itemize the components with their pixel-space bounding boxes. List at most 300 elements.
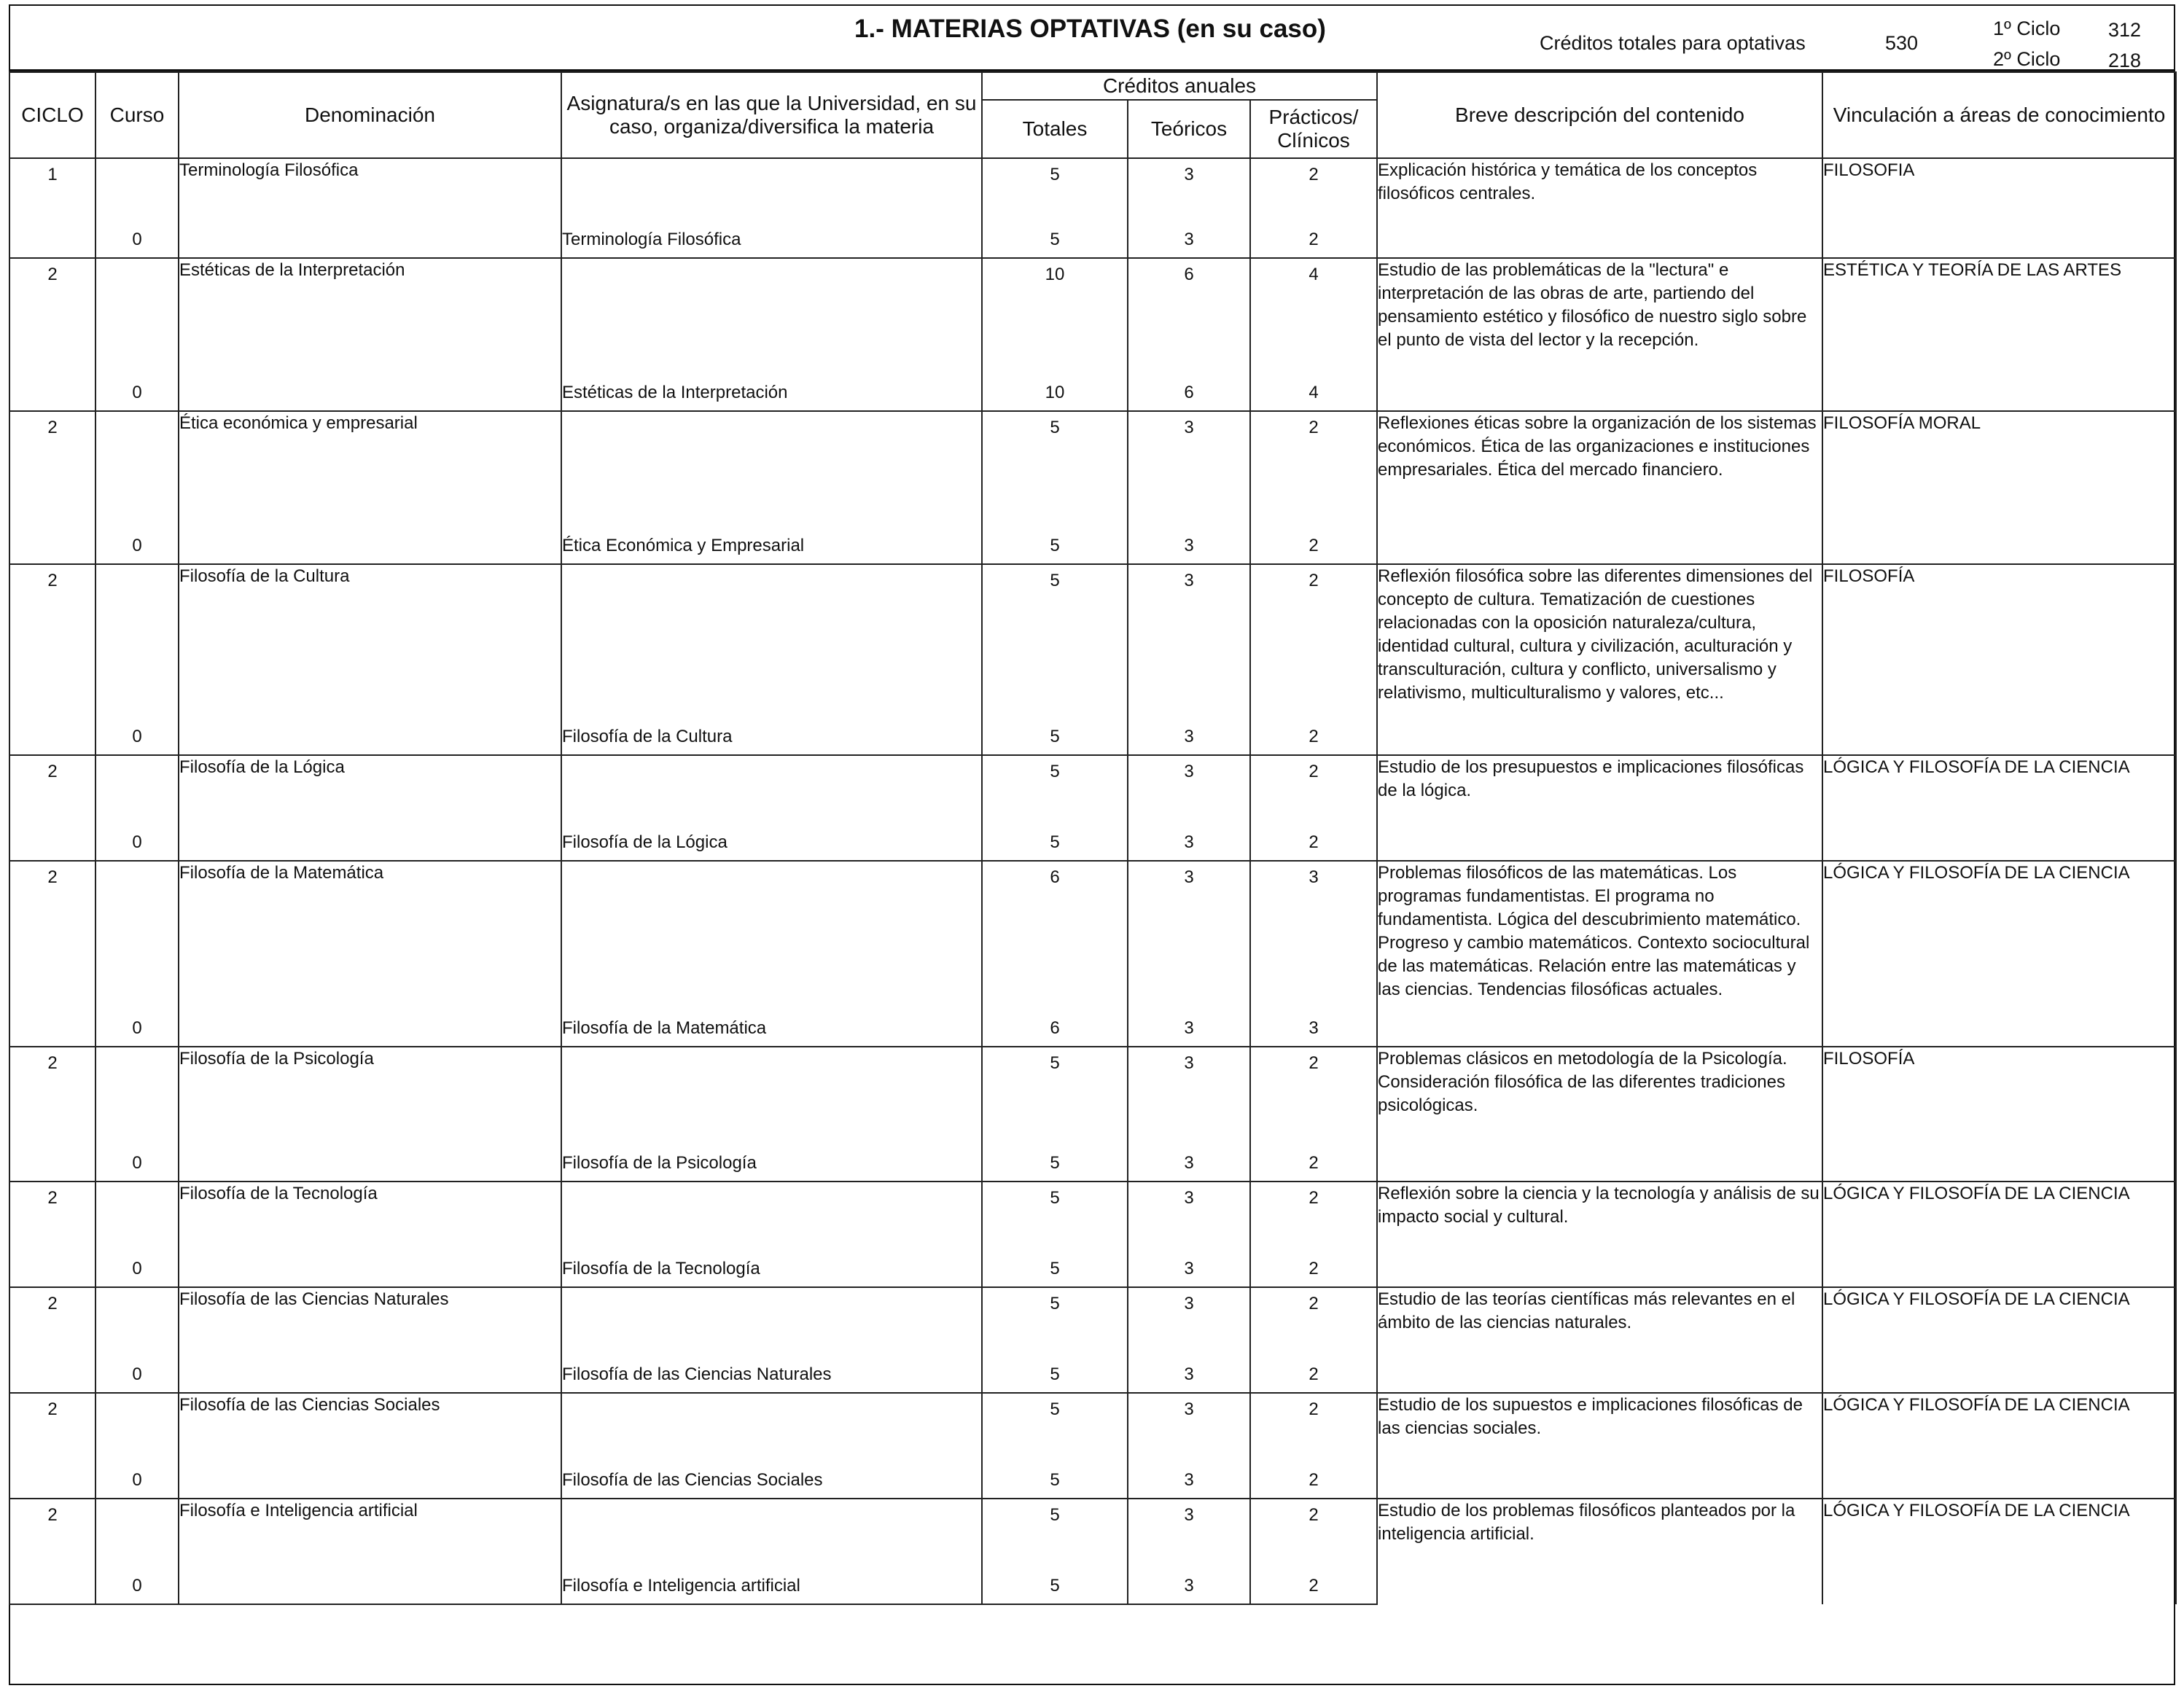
teoricos-text: 3: [1184, 832, 1194, 853]
teoricos-cell: [1128, 1499, 1250, 1568]
asignatura-text: Estéticas de la Interpretación: [562, 383, 788, 403]
totales-cell: [982, 1145, 1128, 1182]
practicos-text: 2: [1309, 1294, 1319, 1313]
ciclo-text: 2: [47, 1294, 58, 1313]
subjects-table: [9, 71, 2177, 1605]
asignatura-text: Filosofía de las Ciencias Naturales: [562, 1364, 832, 1385]
denominacion-cell: [179, 1047, 561, 1145]
totales-cell: [982, 1251, 1128, 1287]
vinculacion-cell: [1822, 755, 2176, 861]
curso-cell: [95, 1393, 179, 1462]
practicos-cell: [1250, 1499, 1377, 1568]
ciclo-cell: [9, 861, 95, 1010]
teoricos-cell: [1128, 1287, 1250, 1356]
practicos-cell: [1250, 526, 1377, 564]
descripcion-text: Estudio de las problemáticas de la "lectura" e interpretación de las obras de arte, partiendo del pensamiento estético y filosófico de nuestro siglo sobre el punto de vista del lector y la recepción.: [1378, 260, 1807, 350]
teoricos-cell: [1128, 1047, 1250, 1145]
vinculacion-text: LÓGICA Y FILOSOFÍA DE LA CIENCIA: [1823, 1289, 2130, 1309]
asignatura-cell: [561, 411, 982, 526]
descripcion-text: Reflexión sobre la ciencia y la tecnología y análisis de su impacto social y cultural.: [1378, 1184, 1820, 1227]
practicos-text: 4: [1309, 265, 1319, 284]
curso-cell: [95, 1499, 179, 1568]
teoricos-text: 3: [1184, 762, 1194, 781]
practicos-cell: [1250, 1287, 1377, 1356]
practicos-text: 2: [1309, 571, 1319, 590]
denominacion-cell: [179, 225, 561, 258]
teoricos-text: 3: [1184, 1153, 1194, 1173]
vinculacion-cell: [1822, 564, 2176, 755]
asignatura-cell: [561, 717, 982, 755]
subject-row: [9, 1182, 2176, 1251]
denominacion-text: Filosofía de las Ciencias Naturales: [179, 1289, 449, 1309]
curso-cell: [95, 564, 179, 717]
totales-cell: [982, 526, 1128, 564]
curso-cell: [95, 1356, 179, 1393]
practicos-text: 3: [1309, 1018, 1319, 1039]
col-curso: Curso: [95, 72, 179, 158]
vinculacion-text: LÓGICA Y FILOSOFÍA DE LA CIENCIA: [1823, 1395, 2130, 1415]
asignatura-cell: [561, 158, 982, 225]
totales-cell: [982, 1047, 1128, 1145]
teoricos-text: 3: [1184, 1259, 1194, 1279]
descripcion-text: Problemas filosóficos de las matemáticas. Los programas fundamentistas. El programa no fundamentista. Lógica del descubrimiento matemático. Progreso y cambio matemáticos. Contexto sociocultural de las matemáticas. Relación entre las matemáticas y las ciencias. Tendencias filosóficas actuales.: [1378, 863, 1810, 999]
practicos-cell: [1250, 1145, 1377, 1182]
col-totales: Totales: [982, 100, 1128, 158]
vinculacion-text: FILOSOFÍA MORAL: [1823, 413, 1981, 433]
denominacion-cell: [179, 1251, 561, 1287]
teoricos-text: 3: [1184, 1399, 1194, 1419]
teoricos-cell: [1128, 1462, 1250, 1499]
denominacion-cell: [179, 1568, 561, 1604]
practicos-text: 3: [1309, 867, 1319, 887]
ciclo-text: 2: [47, 265, 58, 284]
teoricos-cell: [1128, 411, 1250, 526]
denominacion-text: Filosofía de la Lógica: [179, 757, 345, 777]
vinculacion-text: LÓGICA Y FILOSOFÍA DE LA CIENCIA: [1823, 863, 2130, 883]
denominacion-cell: [179, 824, 561, 861]
title-bar: [9, 4, 2175, 71]
ciclo-cell: [9, 564, 95, 717]
practicos-cell: [1250, 1393, 1377, 1462]
asignatura-cell: [561, 1047, 982, 1145]
totales-text: 5: [1050, 1294, 1060, 1313]
vinculacion-text: FILOSOFÍA: [1823, 566, 1915, 586]
asignatura-cell: [561, 564, 982, 717]
asignatura-cell: [561, 1145, 982, 1182]
practicos-cell: [1250, 1568, 1377, 1604]
vinculacion-cell: [1822, 411, 2176, 564]
totales-cell: [982, 373, 1128, 411]
descripcion-text: Estudio de las teorías científicas más relevantes en el ámbito de las ciencias naturales.: [1378, 1289, 1795, 1332]
teoricos-text: 3: [1184, 1364, 1194, 1385]
teoricos-cell: [1128, 564, 1250, 717]
teoricos-text: 3: [1184, 727, 1194, 747]
ciclo-cell: [9, 755, 95, 824]
practicos-cell: [1250, 373, 1377, 411]
totales-text: 5: [1050, 418, 1060, 437]
asignatura-cell: [561, 1568, 982, 1604]
col-asignatura: Asignatura/s en las que la Universidad, en su caso, organiza/diversifica la materia: [561, 72, 982, 158]
ciclo-text: 2: [47, 1505, 58, 1525]
denominacion-cell: [179, 258, 561, 373]
cycle2-value: 218: [2108, 50, 2142, 71]
ciclo-cell: [9, 824, 95, 861]
practicos-cell: [1250, 1010, 1377, 1047]
denominacion-cell: [179, 1010, 561, 1047]
ciclo-cell: [9, 1499, 95, 1568]
ciclo-text: 2: [47, 762, 58, 781]
asignatura-cell: [561, 373, 982, 411]
asignatura-text: Ética Económica y Empresarial: [562, 536, 805, 556]
denominacion-text: Filosofía de las Ciencias Sociales: [179, 1395, 440, 1415]
curso-text: 0: [132, 832, 142, 853]
asignatura-cell: [561, 824, 982, 861]
ciclo-text: 2: [47, 1053, 58, 1073]
practicos-text: 2: [1309, 165, 1319, 184]
ciclo-cell: [9, 411, 95, 526]
asignatura-cell: [561, 1393, 982, 1462]
teoricos-text: 3: [1184, 536, 1194, 556]
totales-cell: [982, 564, 1128, 717]
curso-text: 0: [132, 1018, 142, 1039]
practicos-text: 2: [1309, 230, 1319, 250]
curso-cell: [95, 1568, 179, 1604]
denominacion-text: Ética económica y empresarial: [179, 413, 418, 433]
descripcion-text: Reflexiones éticas sobre la organización de los sistemas económicos. Ética de las organizaciones e instituciones empresariales. Ética del mercado financiero.: [1378, 413, 1817, 480]
totales-text: 6: [1050, 867, 1060, 887]
vinculacion-text: LÓGICA Y FILOSOFÍA DE LA CIENCIA: [1823, 757, 2130, 777]
descripcion-text: Estudio de los supuestos e implicaciones filosóficas de las ciencias sociales.: [1378, 1395, 1803, 1438]
subject-row: [9, 411, 2176, 526]
curso-cell: [95, 526, 179, 564]
descripcion-cell: [1377, 861, 1822, 1047]
totales-cell: [982, 861, 1128, 1010]
cycle1-label: 1º Ciclo: [1993, 17, 2061, 39]
curso-cell: [95, 1047, 179, 1145]
ciclo-cell: [9, 225, 95, 258]
descripcion-cell: [1377, 1047, 1822, 1182]
subject-row: [9, 861, 2176, 1010]
denominacion-cell: [179, 1462, 561, 1499]
denominacion-cell: [179, 1393, 561, 1462]
practicos-text: 2: [1309, 1259, 1319, 1279]
totales-cell: [982, 1393, 1128, 1462]
vinculacion-cell: [1822, 1393, 2176, 1499]
asignatura-cell: [561, 1010, 982, 1047]
denominacion-cell: [179, 1145, 561, 1182]
ciclo-text: 2: [47, 1188, 58, 1208]
asignatura-text: Filosofía e Inteligencia artificial: [562, 1576, 800, 1596]
totales-cell: [982, 1182, 1128, 1251]
denominacion-cell: [179, 861, 561, 1010]
vinculacion-text: ESTÉTICA Y TEORÍA DE LAS ARTES: [1823, 260, 2122, 280]
totales-text: 5: [1050, 832, 1060, 853]
practicos-text: 2: [1309, 1153, 1319, 1173]
teoricos-text: 3: [1184, 1018, 1194, 1039]
teoricos-cell: [1128, 258, 1250, 373]
totales-text: 5: [1050, 1576, 1060, 1596]
teoricos-text: 3: [1184, 867, 1194, 887]
ciclo-text: 1: [47, 165, 58, 184]
totales-text: 6: [1050, 1018, 1060, 1039]
ciclo-cell: [9, 717, 95, 755]
denominacion-cell: [179, 158, 561, 225]
curso-cell: [95, 1010, 179, 1047]
totales-cell: [982, 717, 1128, 755]
teoricos-cell: [1128, 1145, 1250, 1182]
totales-text: 5: [1050, 1259, 1060, 1279]
descripcion-cell: [1377, 1287, 1822, 1393]
practicos-cell: [1250, 258, 1377, 373]
ciclo-cell: [9, 258, 95, 373]
practicos-cell: [1250, 1356, 1377, 1393]
asignatura-text: Filosofía de la Cultura: [562, 727, 733, 747]
totales-cell: [982, 1568, 1128, 1604]
denominacion-cell: [179, 1499, 561, 1568]
subject-row: [9, 1287, 2176, 1356]
asignatura-text: Filosofía de las Ciencias Sociales: [562, 1470, 823, 1491]
vinculacion-cell: [1822, 258, 2176, 411]
ciclo-cell: [9, 1047, 95, 1145]
descripcion-text: Estudio de los problemas filosóficos planteados por la inteligencia artificial.: [1378, 1501, 1795, 1544]
teoricos-text: 3: [1184, 1294, 1194, 1313]
teoricos-text: 3: [1184, 418, 1194, 437]
vinculacion-text: FILOSOFIA: [1823, 160, 1915, 180]
practicos-text: 2: [1309, 1364, 1319, 1385]
practicos-text: 2: [1309, 832, 1319, 853]
teoricos-text: 3: [1184, 230, 1194, 250]
teoricos-cell: [1128, 1393, 1250, 1462]
practicos-cell: [1250, 564, 1377, 717]
totales-text: 5: [1050, 230, 1060, 250]
cycle2-label: 2º Ciclo: [1993, 48, 2061, 70]
teoricos-cell: [1128, 526, 1250, 564]
ciclo-cell: [9, 1251, 95, 1287]
teoricos-text: 3: [1184, 1576, 1194, 1596]
vinculacion-text: FILOSOFÍA: [1823, 1049, 1915, 1069]
practicos-cell: [1250, 1462, 1377, 1499]
totales-cell: [982, 158, 1128, 225]
totales-cell: [982, 824, 1128, 861]
descripcion-text: Problemas clásicos en metodología de la Psicología. Consideración filosófica de las diferentes tradiciones psicológicas.: [1378, 1049, 1787, 1115]
teoricos-text: 3: [1184, 1053, 1194, 1073]
practicos-cell: [1250, 755, 1377, 824]
col-denominacion: Denominación: [179, 72, 561, 158]
totales-cell: [982, 1010, 1128, 1047]
ciclo-cell: [9, 1356, 95, 1393]
denominacion-text: Filosofía de la Psicología: [179, 1049, 374, 1069]
descripcion-cell: [1377, 411, 1822, 564]
ciclo-cell: [9, 1182, 95, 1251]
curso-text: 0: [132, 1153, 142, 1173]
practicos-text: 2: [1309, 1399, 1319, 1419]
ciclo-text: 2: [47, 418, 58, 437]
descripcion-cell: [1377, 258, 1822, 411]
teoricos-cell: [1128, 1356, 1250, 1393]
descripcion-cell: [1377, 1393, 1822, 1499]
curso-text: 0: [132, 536, 142, 556]
descripcion-cell: [1377, 564, 1822, 755]
asignatura-cell: [561, 1462, 982, 1499]
curso-cell: [95, 1251, 179, 1287]
subject-row: [9, 755, 2176, 824]
curso-text: 0: [132, 1259, 142, 1279]
totales-cell: [982, 1462, 1128, 1499]
ciclo-cell: [9, 1010, 95, 1047]
denominacion-cell: [179, 564, 561, 717]
practicos-text: 2: [1309, 536, 1319, 556]
practicos-cell: [1250, 1251, 1377, 1287]
totales-text: 5: [1050, 536, 1060, 556]
practicos-cell: [1250, 1047, 1377, 1145]
practicos-cell: [1250, 225, 1377, 258]
curso-cell: [95, 824, 179, 861]
asignatura-cell: [561, 1499, 982, 1568]
totales-text: 5: [1050, 571, 1060, 590]
teoricos-cell: [1128, 824, 1250, 861]
vinculacion-cell: [1822, 1287, 2176, 1393]
denominacion-text: Filosofía de la Matemática: [179, 863, 384, 883]
descripcion-cell: [1377, 1499, 1822, 1604]
practicos-text: 2: [1309, 1053, 1319, 1073]
asignatura-cell: [561, 258, 982, 373]
curso-cell: [95, 373, 179, 411]
descripcion-cell: [1377, 1182, 1822, 1287]
totales-text: 5: [1050, 1470, 1060, 1491]
denominacion-cell: [179, 1287, 561, 1356]
curso-cell: [95, 225, 179, 258]
totales-cell: [982, 411, 1128, 526]
curso-text: 0: [132, 727, 142, 747]
vinculacion-text: LÓGICA Y FILOSOFÍA DE LA CIENCIA: [1823, 1501, 2130, 1520]
curso-cell: [95, 1462, 179, 1499]
curso-cell: [95, 258, 179, 373]
teoricos-cell: [1128, 861, 1250, 1010]
curso-cell: [95, 158, 179, 225]
page-title: 1.- MATERIAS OPTATIVAS (en su caso): [854, 15, 1326, 43]
denominacion-cell: [179, 717, 561, 755]
col-ciclo: CICLO: [9, 72, 95, 158]
col-teoricos: Teóricos: [1128, 100, 1250, 158]
total-credits-label: Créditos totales para optativas: [1540, 32, 1806, 54]
denominacion-cell: [179, 1356, 561, 1393]
ciclo-cell: [9, 1393, 95, 1462]
asignatura-text: Filosofía de la Tecnología: [562, 1259, 760, 1279]
asignatura-cell: [561, 526, 982, 564]
curso-text: 0: [132, 1364, 142, 1385]
curso-cell: [95, 411, 179, 526]
cycle1-value: 312: [2108, 19, 2142, 41]
col-vinculacion: Vinculación a áreas de conocimiento: [1822, 72, 2176, 158]
descripcion-cell: [1377, 158, 1822, 258]
curso-cell: [95, 717, 179, 755]
teoricos-cell: [1128, 158, 1250, 225]
subject-row: [9, 258, 2176, 373]
denominacion-text: Estéticas de la Interpretación: [179, 260, 405, 280]
curso-cell: [95, 1182, 179, 1251]
asignatura-cell: [561, 225, 982, 258]
denominacion-cell: [179, 373, 561, 411]
ciclo-text: 2: [47, 571, 58, 590]
total-credits-value: 530: [1885, 32, 1919, 54]
descripcion-text: Estudio de los presupuestos e implicaciones filosóficas de la lógica.: [1378, 757, 1804, 800]
asignatura-cell: [561, 1287, 982, 1356]
totales-text: 5: [1050, 1053, 1060, 1073]
teoricos-text: 6: [1184, 383, 1194, 403]
totales-text: 5: [1050, 1188, 1060, 1208]
totales-cell: [982, 1356, 1128, 1393]
curso-cell: [95, 1145, 179, 1182]
teoricos-text: 3: [1184, 1470, 1194, 1491]
teoricos-text: 3: [1184, 165, 1194, 184]
denominacion-text: Filosofía de la Tecnología: [179, 1184, 378, 1203]
asignatura-cell: [561, 755, 982, 824]
asignatura-text: Terminología Filosófica: [562, 230, 741, 250]
teoricos-cell: [1128, 1182, 1250, 1251]
ciclo-cell: [9, 373, 95, 411]
teoricos-cell: [1128, 755, 1250, 824]
practicos-text: 2: [1309, 762, 1319, 781]
curso-text: 0: [132, 1470, 142, 1491]
ciclo-cell: [9, 1287, 95, 1356]
teoricos-cell: [1128, 1568, 1250, 1604]
practicos-text: 2: [1309, 727, 1319, 747]
vinculacion-cell: [1822, 1182, 2176, 1287]
practicos-cell: [1250, 861, 1377, 1010]
descripcion-text: Explicación histórica y temática de los conceptos filosóficos centrales.: [1378, 160, 1758, 203]
totales-cell: [982, 755, 1128, 824]
curso-cell: [95, 755, 179, 824]
totales-text: 5: [1050, 1505, 1060, 1525]
asignatura-cell: [561, 1356, 982, 1393]
totales-text: 10: [1045, 383, 1065, 403]
practicos-text: 2: [1309, 1470, 1319, 1491]
descripcion-text: Reflexión filosófica sobre las diferentes dimensiones del concepto de cultura. Tematización de cuestiones relacionadas con la oposición naturaleza/cultura, identidad cultural, cultura y civilización, aculturación y transculturación, cultura y conflicto, universalismo y relativismo, multiculturalismo y valores, etc...: [1378, 566, 1813, 703]
vinculacion-cell: [1822, 1499, 2176, 1604]
teoricos-text: 3: [1184, 1188, 1194, 1208]
ciclo-cell: [9, 1145, 95, 1182]
teoricos-cell: [1128, 1010, 1250, 1047]
practicos-cell: [1250, 1182, 1377, 1251]
ciclo-text: 2: [47, 867, 58, 887]
subject-row: [9, 1499, 2176, 1568]
totales-text: 5: [1050, 1153, 1060, 1173]
vinculacion-cell: [1822, 1047, 2176, 1182]
ciclo-cell: [9, 526, 95, 564]
ciclo-cell: [9, 158, 95, 225]
denominacion-text: Terminología Filosófica: [179, 160, 359, 180]
asignatura-text: Filosofía de la Psicología: [562, 1153, 757, 1173]
denominacion-cell: [179, 1182, 561, 1251]
curso-text: 0: [132, 1576, 142, 1596]
subject-row: [9, 158, 2176, 225]
vinculacion-text: LÓGICA Y FILOSOFÍA DE LA CIENCIA: [1823, 1184, 2130, 1203]
vinculacion-cell: [1822, 158, 2176, 258]
curso-cell: [95, 861, 179, 1010]
curso-text: 0: [132, 383, 142, 403]
practicos-cell: [1250, 717, 1377, 755]
teoricos-cell: [1128, 1251, 1250, 1287]
col-creditos-anuales: Créditos anuales: [982, 72, 1377, 100]
practicos-text: 2: [1309, 1188, 1319, 1208]
asignatura-cell: [561, 1251, 982, 1287]
totales-text: 5: [1050, 727, 1060, 747]
practicos-cell: [1250, 411, 1377, 526]
teoricos-text: 3: [1184, 1505, 1194, 1525]
denominacion-text: Filosofía de la Cultura: [179, 566, 350, 586]
practicos-text: 2: [1309, 1576, 1319, 1596]
teoricos-cell: [1128, 717, 1250, 755]
